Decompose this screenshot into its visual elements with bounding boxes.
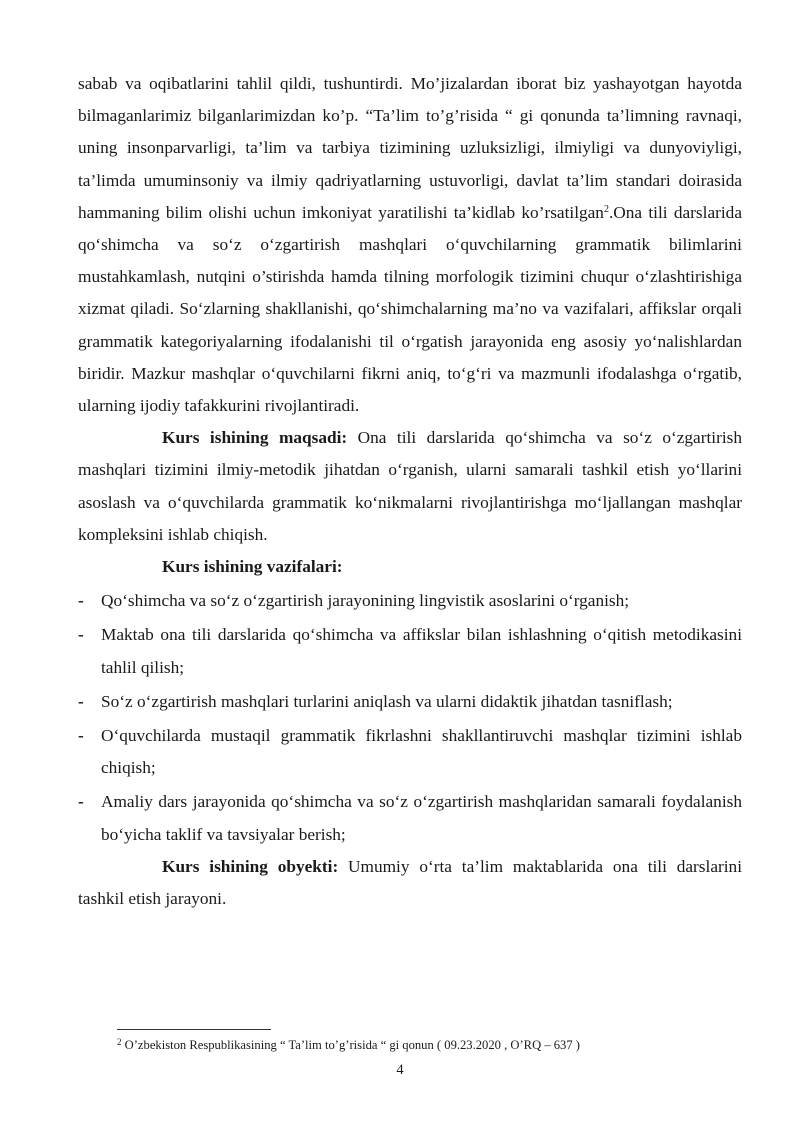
object-heading: Kurs ishining obyekti: (162, 856, 339, 876)
goal-text: Ona tili darslarida qo‘shimcha va so‘z o‘zgartirish mashqlari tizimini ilmiy-metodik jihatdan o‘rganish, ularni samarali tashkil etish yo‘llarini asoslash va o‘quvchilarda grammatik ko‘nikmalarni rivojlantirishga mo‘ljallangan mashqlar kompleksini ishlab chiqish. (78, 428, 742, 544)
bullet-dash: - (78, 691, 84, 711)
page-number: 4 (396, 1062, 404, 1078)
goal-heading: Kurs ishining maqsadi: (162, 428, 348, 448)
bullet-dash: - (78, 625, 84, 645)
footnote-text: O’zbekiston Respublikasining “ Ta’lim to’g’risida “ gi qonun ( 09.23.2020 , O’RQ – 637 ) (121, 1038, 580, 1052)
footnote-number: 2 (117, 1037, 122, 1047)
list-item (78, 786, 742, 850)
list-item (78, 686, 742, 718)
task-text: Maktab ona tili darslarida qo‘shimcha va affikslar bilan ishlashning o‘qitish metodikasini tahlil qilish; (101, 625, 742, 677)
list-item (78, 619, 742, 683)
object-paragraph (78, 851, 742, 915)
tasks-list (78, 585, 742, 851)
footnote-ref: 2 (603, 203, 609, 215)
list-item (78, 720, 742, 784)
intro-text-continued: .Ona tili darslarida qo‘shimcha va so‘z o‘zgartirish mashqlari o‘quvchilarning grammatik bilimlarini mustahkamlash, nutqini o’stirishda hamda tilning morfologik tizimini chuqur o‘zlashtirishiga xizmat qiladi. So‘zlarning shakllanishi, qo‘shimchalarning ma’no va vazifalari, affikslar orqali grammatik kategoriyalarning ifodalanishi til o‘rgatish jarayonida eng asosiy yo‘nalishlardan biridir. Mazkur mashqlar o‘quvchilarni fikrni aniq, to‘g‘ri va mazmunli ifodalashga o‘rgatib, ularning ijodiy tafakkurini rivojlantiradi. (78, 202, 742, 416)
intro-paragraph (78, 68, 742, 422)
intro-text: sabab va oqibatlarini tahlil qildi, tushuntirdi. Mo’jizalardan iborat biz yashayotgan hayotda bilmaganlarimiz bilganlarimizdan ko’p. “Ta’lim to’g’risida “ gi qonunda ta’limning ravnaqi, uning insonparvarligi, ta’lim va tarbiya tizimining uzluksizligi, ilmiyligi va dunyoviyligi, ta’limda umuminsoniy va ilmiy qadriyatlarning ustuvorligi, davlat ta’lim standari doirasida hammaning bilim olishi uchun imkoniyat yaratilishi ta’kidlab ko’rsatilgan (78, 74, 742, 222)
bullet-dash: - (78, 726, 84, 746)
task-text: So‘z o‘zgartirish mashqlari turlarini aniqlash va ularni didaktik jihatdan tasniflash; (101, 691, 673, 711)
tasks-heading: Kurs ishining vazifalari: (162, 557, 343, 577)
footnote-divider (117, 1029, 271, 1030)
bullet-dash: - (78, 591, 84, 611)
footnote (117, 1036, 580, 1054)
goal-paragraph (78, 422, 742, 551)
task-text: Qo‘shimcha va so‘z o‘zgartirish jarayonining lingvistik asoslarini o‘rganish; (101, 591, 630, 611)
task-text: Amaliy dars jarayonida qo‘shimcha va so‘z o‘zgartirish mashqlaridan samarali foydalanish bo‘yicha taklif va tavsiyalar berish; (101, 792, 742, 844)
list-item (78, 585, 742, 617)
bullet-dash: - (78, 792, 84, 812)
page-body (78, 68, 742, 915)
task-text: O‘quvchilarda mustaqil grammatik fikrlashni shakllantiruvchi mashqlar tizimini ishlab chiqish; (101, 726, 742, 778)
object-text: Umumiy o‘rta ta’lim maktablarida ona tili darslarini tashkil etish jarayoni. (78, 856, 742, 909)
